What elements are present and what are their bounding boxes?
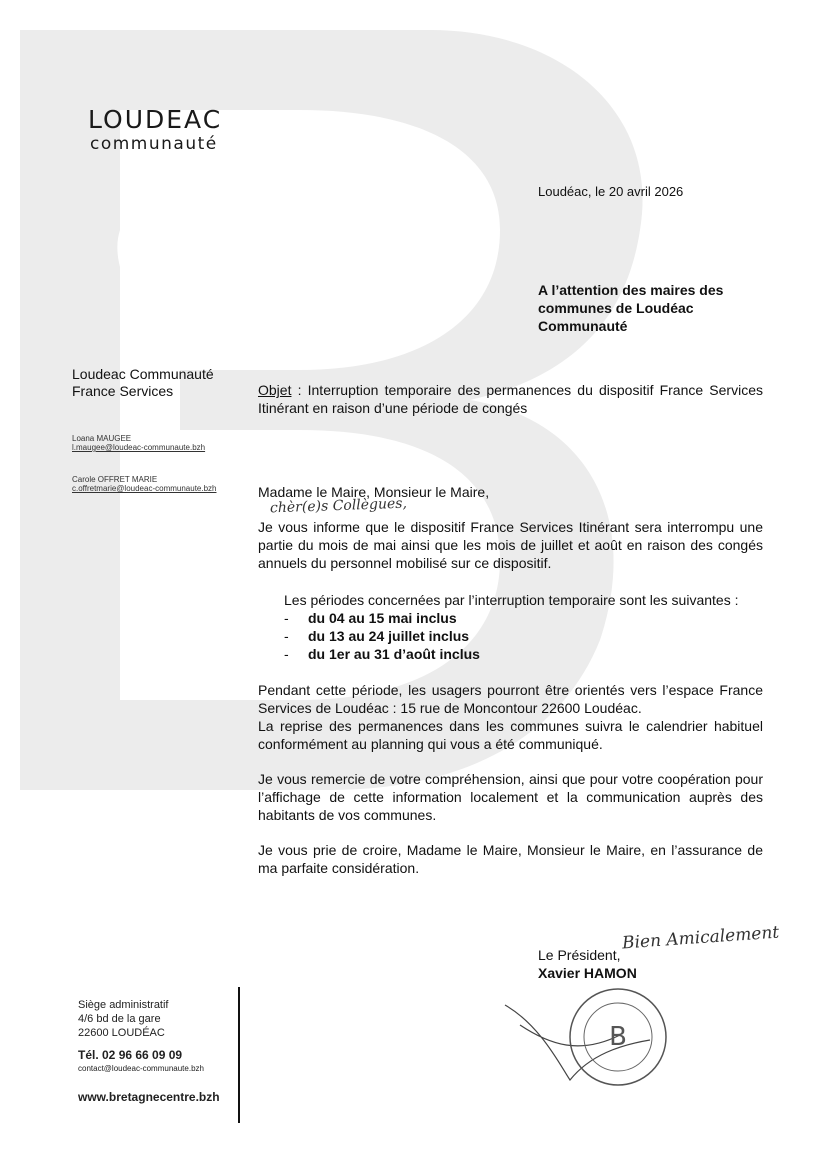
period-item: - du 13 au 24 juillet inclus — [284, 627, 480, 645]
footer-label: Siège administratif — [78, 999, 169, 1011]
footer-divider — [238, 987, 240, 1123]
footer-website-link[interactable]: www.bretagnecentre.bzh — [78, 1090, 220, 1104]
footer-phone: Tél. 02 96 66 09 09 — [78, 1048, 183, 1062]
subject-label: Objet — [258, 382, 292, 398]
resume-text: La reprise des permanences dans les communes suivra le calendrier habituel conformément au planning qui vous a été communiqué. — [258, 718, 763, 752]
period-item: - du 04 au 15 mai inclus — [284, 609, 480, 627]
recipient-line: communes de Loudéac — [538, 300, 694, 316]
contact-1 — [72, 434, 205, 452]
handwritten-signoff: Bien Amicalement — [621, 922, 780, 954]
recipient-line: A l’attention des maires des — [538, 282, 724, 298]
body-paragraph-4: Je vous prie de croire, Madame le Maire, Monsieur le Maire, en l’assurance de ma parfaite considération. — [258, 842, 763, 876]
footer-city: 22600 LOUDÉAC — [78, 1027, 165, 1039]
subject-line — [258, 381, 763, 417]
contact-2 — [72, 475, 217, 493]
sender-org: Loudeac Communauté — [72, 366, 214, 382]
period-item: - du 1er au 31 d’août inclus — [284, 645, 480, 663]
svg-text:B: B — [609, 1022, 627, 1052]
letter-date: Loudéac, le 20 avril 2026 — [538, 184, 684, 199]
handwritten-greeting: chèr(e)s Collègues, — [269, 495, 408, 517]
sender-service: France Services — [72, 383, 174, 399]
official-stamp-icon — [500, 985, 680, 1095]
sender-block — [72, 366, 214, 400]
logo-wordmark: LOUDEAC — [88, 105, 223, 134]
periods-list — [284, 609, 480, 663]
salutation: Madame le Maire, Monsieur le Maire, — [258, 484, 490, 500]
contact-name: Loana MAUGEE — [72, 434, 132, 443]
signature-name: Xavier HAMON — [538, 965, 637, 981]
logo-subtitle: communauté — [90, 134, 218, 154]
body-paragraph-3: Je vous remercie de votre compréhension, ainsi que pour votre coopération pour l’affichage de cette information localement et la communication auprès des habitants de vos communes. — [258, 771, 763, 823]
recipient-block — [538, 281, 723, 335]
signature-title: Le Président, — [538, 947, 621, 963]
contact-name: Carole OFFRET MARIE — [72, 475, 158, 484]
contact-email-link[interactable]: l.maugee@loudeac-communaute.bzh — [72, 443, 206, 452]
contact-email-link[interactable]: c.offretmarie@loudeac-communaute.bzh — [72, 484, 217, 493]
footer-email-link[interactable]: contact@loudeac-communaute.bzh — [78, 1064, 204, 1073]
periods-intro: Les périodes concernées par l’interruption temporaire sont les suivantes : — [284, 592, 739, 608]
signature-scribble — [505, 1005, 650, 1080]
recipient-line: Communauté — [538, 318, 628, 334]
footer-block — [78, 998, 220, 1104]
redirect-text: Pendant cette période, les usagers pourront être orientés vers l’espace France Services de Loudéac : 15 rue de Moncontour 22600 Loudéac. — [258, 682, 763, 716]
signature-block — [538, 946, 637, 982]
footer-address: 4/6 bd de la gare — [78, 1013, 161, 1025]
body-paragraph-1: Je vous informe que le dispositif France Services Itinérant sera interrompu une partie du mois de mai ainsi que les mois de juillet et août en raison des congés annuels du personnel mobilisé sur ce dispositif. — [258, 519, 763, 571]
subject-text: : Interruption temporaire des permanences du dispositif France Services Itinérant en raison d’une période de congés — [258, 382, 763, 416]
body-paragraph-2 — [258, 681, 763, 753]
